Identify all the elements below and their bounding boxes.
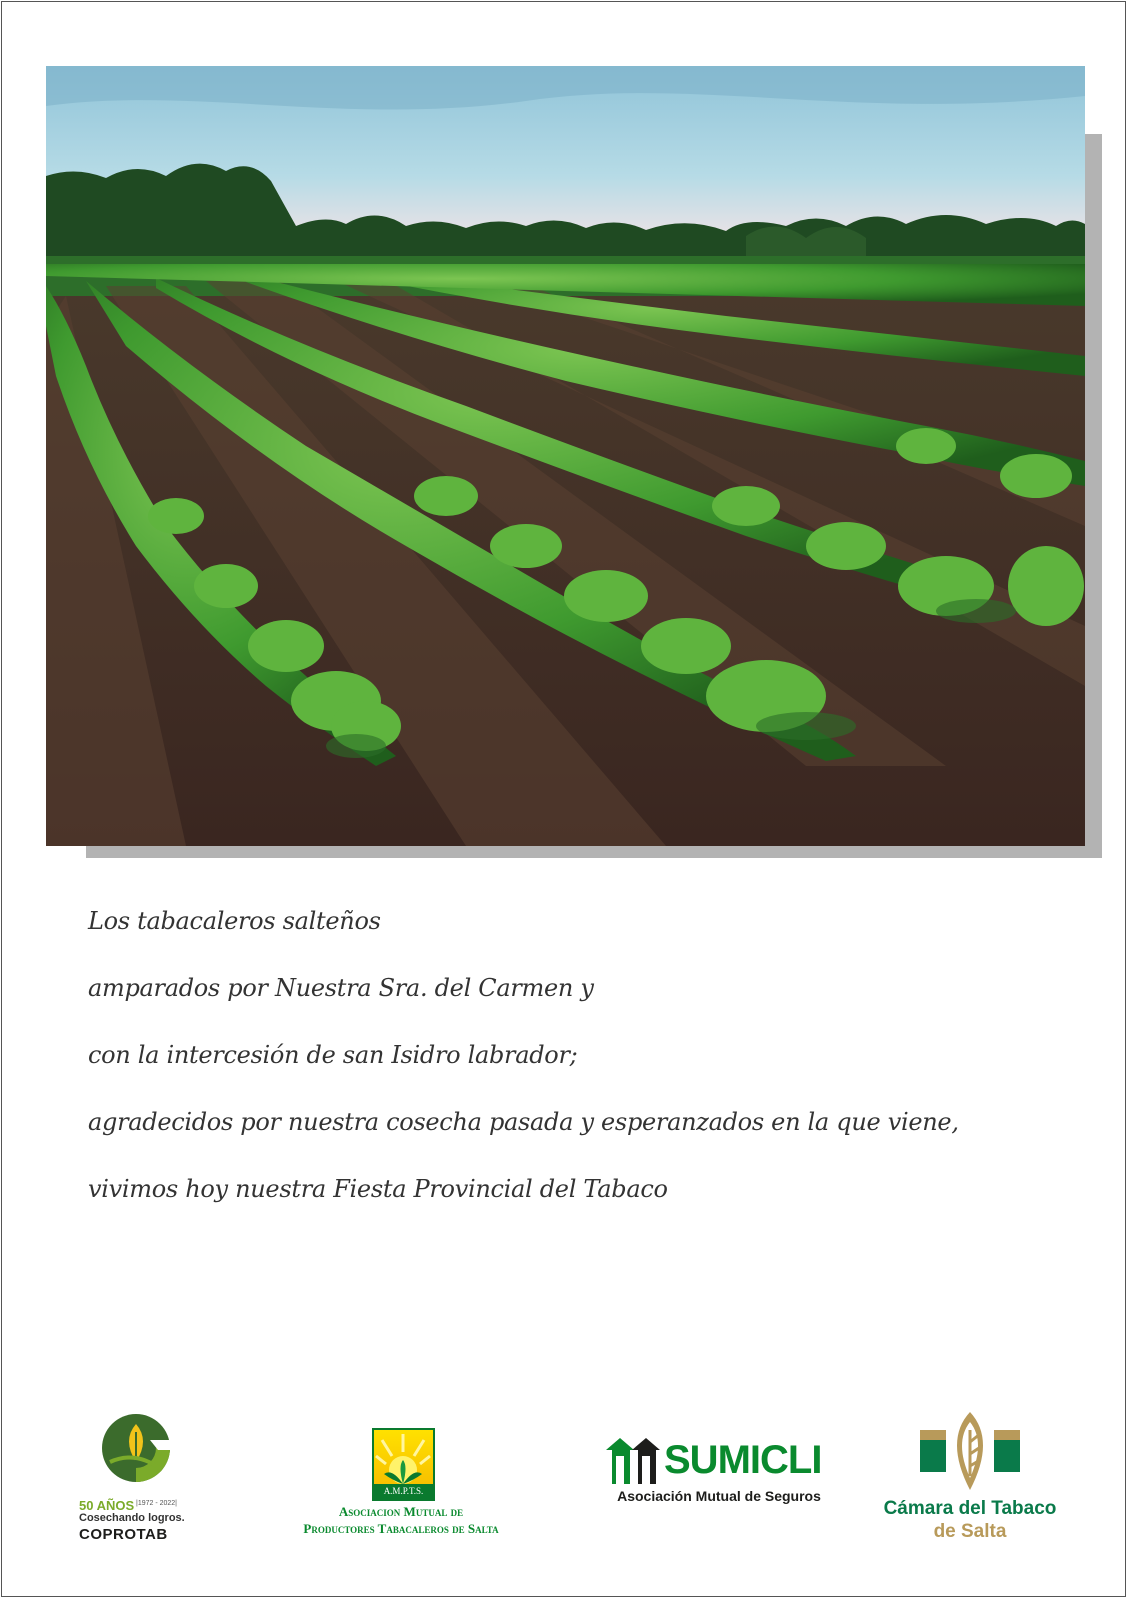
camara-title-line2: de Salta — [933, 1521, 1007, 1542]
sponsor-logos — [0, 1400, 1129, 1560]
sun-plant-icon — [374, 1430, 433, 1484]
dedication-line: agradecidos por nuestra cosecha pasada y esperanzados en la que viene, — [88, 1108, 959, 1136]
houses-icon — [604, 1436, 662, 1486]
ampts-badge-label: A.M.P.T.S. — [374, 1484, 433, 1499]
coprotab-emblem-icon — [100, 1410, 180, 1490]
dedication-text — [88, 905, 1048, 1240]
camara-title-line1: Cámara del Tabaco — [883, 1498, 1057, 1519]
sumicli-brand: SUMICLI — [664, 1438, 822, 1482]
coprotab-range: |1972 - 2022| — [136, 1500, 178, 1507]
ampts-title-line2: Productores Tabacaleros de Salta — [303, 1521, 499, 1536]
dedication-line: Los tabacaleros salteños — [88, 907, 381, 935]
dedication-line: con la intercesión de san Isidro labrador; — [88, 1041, 578, 1069]
coprotab-years: 50 AÑOS — [79, 1498, 135, 1513]
coprotab-name: COPROTAB — [79, 1526, 168, 1543]
tobacco-field-photo — [46, 66, 1085, 846]
ampts-title-line1: Asociacion Mutual de — [338, 1504, 464, 1519]
ampts-badge — [372, 1428, 435, 1501]
coprotab-tagline: Cosechando logros. — [79, 1512, 185, 1524]
dedication-line: amparados por Nuestra Sra. del Carmen y — [88, 974, 594, 1002]
dedication-line: vivimos hoy nuestra Fiesta Provincial del Tabaco — [88, 1175, 668, 1203]
sumicli-subtitle: Asociación Mutual de Seguros — [617, 1488, 821, 1504]
leaf-emblem-icon — [920, 1412, 1020, 1492]
